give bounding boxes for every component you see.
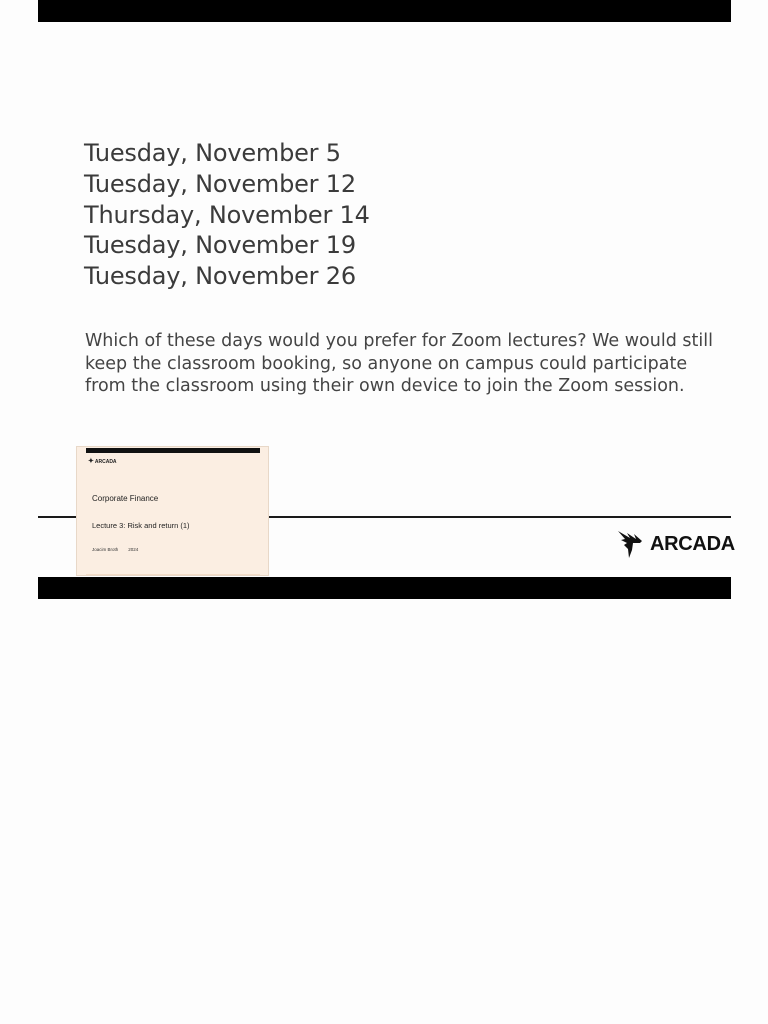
date-item: Tuesday, November 26 <box>84 262 356 291</box>
thumbnail-subtitle: Lecture 3: Risk and return (1) <box>92 521 190 530</box>
question-text: Which of these days would you prefer for Zoom lectures? We would still keep the classroom booking, so anyone on campus could participate from the classroom using their own device to join the Zoom session. <box>85 331 713 397</box>
thumbnail-bottom-bar <box>86 574 260 576</box>
arcada-logo <box>616 529 735 559</box>
thumbnail-logo-text: ARCADA <box>94 458 117 465</box>
slide <box>38 0 735 599</box>
thumbnail-author: Joacim Broth <box>92 547 119 552</box>
slide-top-bar <box>38 0 731 22</box>
arcada-bird-icon <box>616 529 650 559</box>
thumbnail-title: Corporate Finance <box>92 494 159 503</box>
thumbnail-top-bar <box>86 448 260 453</box>
lecture-thumbnail[interactable] <box>76 446 269 576</box>
date-list <box>84 138 370 292</box>
slide-bottom-bar <box>38 577 731 599</box>
arcada-bird-icon: ✦ <box>88 458 94 465</box>
date-item: Tuesday, November 12 <box>84 169 356 198</box>
date-item: Tuesday, November 5 <box>84 139 341 167</box>
arcada-logo-text: ARCADA <box>650 532 735 555</box>
thumbnail-logo <box>88 458 117 465</box>
thumbnail-year: 2024 <box>128 547 139 552</box>
date-item: Tuesday, November 19 <box>84 231 356 260</box>
thumbnail-meta <box>92 547 138 552</box>
date-item: Thursday, November 14 <box>84 200 370 229</box>
